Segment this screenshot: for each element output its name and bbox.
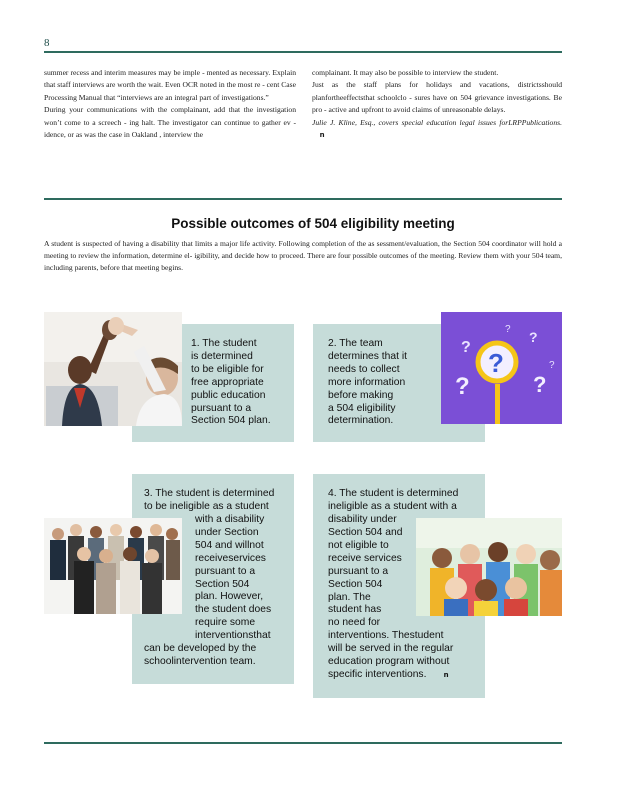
outcome-line: receiveservices bbox=[195, 552, 266, 564]
outcome-line: will be served in the regular bbox=[328, 642, 454, 654]
outcome-line: Section 504 and bbox=[328, 527, 403, 538]
outcome-line: a 504 eligibility bbox=[328, 402, 396, 414]
outcome-line: interventionsthat bbox=[195, 630, 271, 642]
outcome-line: Section 504 bbox=[328, 578, 383, 590]
outcome-line: pursuant to a bbox=[191, 402, 252, 414]
outcome-3-text-bottom bbox=[144, 643, 256, 669]
outcome-line: require some bbox=[195, 617, 256, 629]
outcome-line: no need for bbox=[328, 617, 381, 629]
question-marks-photo bbox=[441, 312, 562, 424]
svg-text:?: ? bbox=[549, 360, 555, 371]
outcome-line: with a disability bbox=[195, 514, 265, 525]
outcome-line: more information bbox=[328, 376, 406, 388]
section-title: Possible outcomes of 504 eligibility meeting bbox=[171, 216, 455, 231]
outcome-line: is determined bbox=[191, 350, 253, 362]
outcome-line: disability under bbox=[328, 513, 397, 525]
outcome-line: determines that it bbox=[328, 350, 407, 362]
bottom-rule bbox=[44, 742, 562, 744]
svg-text:?: ? bbox=[455, 373, 470, 400]
outcome-line: education program without bbox=[328, 655, 450, 667]
outcome-line: Section 504 plan. bbox=[191, 415, 271, 427]
outcome-4-text-bottom bbox=[328, 630, 453, 682]
outcome-line: under Section bbox=[195, 526, 259, 538]
high-five-photo bbox=[44, 312, 182, 426]
outcome-line: the student does bbox=[195, 604, 272, 616]
outcome-line: interventions. Thestudent bbox=[328, 630, 444, 641]
author-signature: Julie J. Kline, Esq., covers special education legal issues forLRPPublications. bbox=[312, 117, 562, 127]
svg-text:?: ? bbox=[529, 329, 538, 345]
article-paragraph: During your communications with the complainant, add that the investigation won’t come to a screech - ing halt. The investigator can continue to gather ev - idence, or as was the case in Oakland , interview the bbox=[44, 105, 296, 140]
outcome-line: determination. bbox=[328, 415, 394, 427]
children-group-photo bbox=[416, 518, 562, 616]
outcome-line: specific interventions. bbox=[328, 668, 427, 680]
outcome-line: to be ineligible as a student bbox=[144, 500, 269, 512]
outcome-line: 3. The student is determined bbox=[144, 488, 275, 499]
outcome-4-text-top bbox=[328, 488, 458, 527]
end-mark-icon: n bbox=[319, 131, 325, 140]
outcome-line: pursuant to a bbox=[195, 565, 256, 577]
outcome-line: receive services bbox=[328, 552, 402, 564]
outcome-line: 1. The student bbox=[191, 338, 257, 349]
section-intro: A student is suspected of having a disability that limits a major life activity. Following completion of the as sessment/evaluation, the Section 504 coordinator will hold a meeting to review the information, determine el- igibility, and decide how to proceed. There are four possible outcomes of the meeting. Review them with your 504 team, including parents, before that meeting begins. bbox=[44, 239, 562, 273]
outcome-3-text-side bbox=[195, 514, 271, 643]
outcome-line: public education bbox=[191, 389, 266, 401]
outcome-line: student has bbox=[328, 604, 382, 616]
top-rule bbox=[44, 51, 562, 53]
outcome-line: ineligible as a student with a bbox=[328, 500, 457, 512]
outcome-line: 2. The team bbox=[328, 338, 383, 349]
outcome-line: pursuant to a bbox=[328, 565, 389, 577]
outcome-line: free appropriate bbox=[191, 376, 264, 388]
outcome-line: to be eligible for bbox=[191, 363, 264, 375]
outcome-line: schoolintervention team. bbox=[144, 655, 256, 667]
outcome-line: can be developed by the bbox=[144, 643, 257, 654]
staff-group-photo bbox=[44, 518, 182, 614]
article-paragraph: summer recess and interim measures may be imple - mented as necessary. Explain that staff interviews are worth the wait. Even OCR noted in the most re - cent Case Processing Manual that “interviews are an integral part of investigations.” bbox=[44, 68, 296, 102]
outcome-line: plan. The bbox=[328, 591, 371, 603]
section-rule bbox=[44, 198, 562, 200]
outcome-2-text bbox=[328, 338, 407, 428]
article-paragraph: Just as the staff plans for holidays and vacations, districtsshould planfortheeffectsthat schoolclo - sures have on 504 grievance investigations. Be pro - active and upfront to avoid claims of unreasonable delays. bbox=[312, 80, 562, 115]
end-mark-icon: n bbox=[443, 670, 449, 679]
outcome-line: Section 504 bbox=[195, 578, 250, 590]
outcome-3-text-top bbox=[144, 488, 274, 514]
svg-text:?: ? bbox=[533, 372, 547, 397]
svg-text:?: ? bbox=[461, 339, 471, 356]
page-number: 8 bbox=[44, 37, 50, 49]
article-left-column bbox=[44, 67, 296, 141]
outcome-line: before making bbox=[328, 389, 394, 401]
outcome-line: 4. The student is determined bbox=[328, 488, 459, 499]
article-right-column bbox=[312, 67, 562, 141]
outcome-line: 504 and willnot bbox=[195, 539, 264, 551]
outcome-line: plan. However, bbox=[195, 591, 264, 603]
outcome-line: needs to collect bbox=[328, 363, 400, 375]
svg-text:?: ? bbox=[505, 324, 511, 335]
svg-text:?: ? bbox=[488, 348, 504, 378]
outcome-1-text bbox=[191, 338, 271, 428]
article-paragraph: complainant. It may also be possible to interview the student. bbox=[312, 68, 499, 77]
outcome-line: not eligible to bbox=[328, 539, 389, 551]
outcome-4-text-side bbox=[328, 527, 402, 630]
